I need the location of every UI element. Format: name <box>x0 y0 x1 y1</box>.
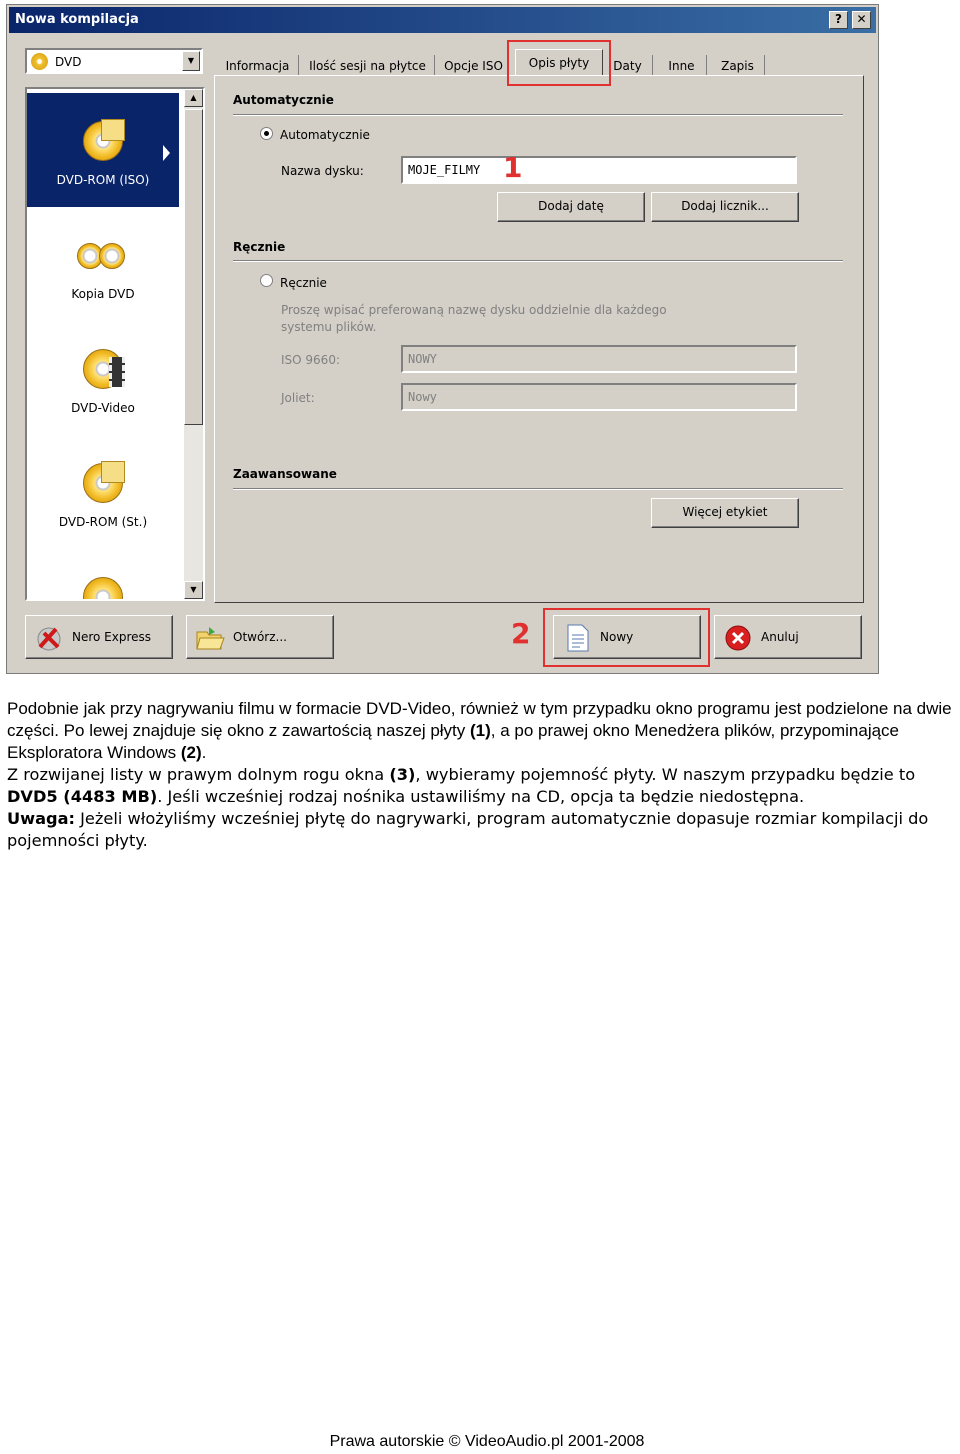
new-label: Nowy <box>600 630 634 644</box>
title-bar <box>9 7 876 33</box>
nero-express-label: Nero Express <box>72 630 152 644</box>
scrollbar[interactable] <box>184 89 203 599</box>
paragraph-2 <box>7 765 915 806</box>
disc-type-value: DVD <box>55 55 82 69</box>
open-button[interactable] <box>186 615 334 659</box>
tab-inne[interactable]: Inne <box>657 55 707 79</box>
add-counter-button[interactable]: Dodaj licznik... <box>651 192 799 222</box>
compilation-type-list <box>25 87 205 601</box>
text-run: . Jeśli wcześniej rodzaj nośnika ustawiliśmy na CD, opcja ta będzie niedostępna. <box>157 787 805 806</box>
tab-opis-plyty[interactable]: Opis płyty <box>515 49 603 81</box>
close-button[interactable]: ✕ <box>852 11 871 29</box>
manual-radio[interactable] <box>260 274 273 287</box>
list-item-dvd-video[interactable] <box>27 321 179 435</box>
help-button[interactable]: ? <box>829 11 848 29</box>
more-labels-button[interactable]: Więcej etykiet <box>651 498 799 528</box>
cancel-icon <box>723 623 753 653</box>
joliet-input[interactable]: Nowy <box>401 383 797 411</box>
annotation-2: 2 <box>511 617 531 650</box>
text-run: , a po prawej okno Menedżera plików, przypominające Eksploratora Windows <box>7 721 900 762</box>
text-run: Podobnie jak przy nagrywaniu filmu w formacie DVD-Video, również w tym przypadku okno programu jest podzielone na dwie części. Po lewej znajduje się okno z zawartością naszej płyty <box>7 699 952 740</box>
text-run: . <box>201 743 207 762</box>
text-run: , wybieramy pojemność płyty. W naszym przypadku będzie to <box>415 765 916 784</box>
tab-zapis[interactable]: Zapis <box>711 55 765 79</box>
cancel-label: Anuluj <box>761 630 799 644</box>
tab-panel <box>214 75 864 603</box>
highlight-new-box <box>543 608 710 667</box>
divider <box>233 114 843 116</box>
disc-icon <box>83 577 123 601</box>
section-title-manual: Ręcznie <box>233 240 286 254</box>
divider <box>233 260 843 262</box>
annotation-1: 1 <box>503 151 523 184</box>
disc-name-input[interactable]: MOJE_FILMY <box>401 156 797 184</box>
scroll-up-icon[interactable]: ▲ <box>184 89 203 107</box>
list-item-label: DVD-ROM (St.) <box>58 515 148 529</box>
bold-note: Uwaga: <box>7 809 76 828</box>
bold-ref: (2) <box>180 743 202 762</box>
window-title: Nowa kompilacja <box>15 12 139 27</box>
arrow-right-icon <box>163 145 170 161</box>
chevron-down-icon[interactable]: ▼ <box>182 51 200 71</box>
divider <box>233 488 843 490</box>
section-title-advanced: Zaawansowane <box>233 467 337 481</box>
nero-window <box>6 4 879 674</box>
manual-radio-label: Ręcznie <box>280 276 327 290</box>
disc-name-label: Nazwa dysku: <box>281 164 364 178</box>
folder-icon <box>101 119 125 141</box>
highlight-tab-box <box>507 40 611 86</box>
paragraph-3 <box>7 809 928 850</box>
list-item-label: DVD-ROM (ISO) <box>56 173 150 187</box>
tab-ilosc-sesji[interactable]: Ilość sesji na płytce <box>301 55 435 79</box>
cancel-button[interactable] <box>714 615 862 659</box>
auto-radio[interactable] <box>260 127 273 140</box>
nero-express-icon <box>34 623 64 653</box>
section-title-auto: Automatycznie <box>233 93 334 107</box>
footer-copyright: Prawa autorskie © VideoAudio.pl 2001-2008 <box>329 1433 645 1450</box>
tab-daty[interactable]: Daty <box>603 55 653 79</box>
disc-type-select[interactable] <box>25 48 203 74</box>
list-item-dvd-rom-iso[interactable] <box>27 93 179 207</box>
text-run: Jeżeli włożyliśmy wcześniej płytę do nagrywarki, program automatycznie dopasuje rozmiar kompilacji do pojemności płyty. <box>7 809 929 850</box>
list-item-partial[interactable] <box>27 549 179 601</box>
list-item-label: DVD-Video <box>71 401 135 415</box>
add-date-button[interactable]: Dodaj datę <box>497 192 645 222</box>
folder-icon <box>101 461 125 483</box>
open-label: Otwórz... <box>233 630 287 644</box>
bold-ref: (1) <box>470 721 491 740</box>
tab-opcje-iso[interactable]: Opcje ISO <box>439 55 509 79</box>
bold-ref: DVD5 (4483 MB) <box>7 787 158 806</box>
iso-input[interactable]: NOWY <box>401 345 797 373</box>
bold-ref: (3) <box>389 765 416 784</box>
film-icon <box>109 357 125 387</box>
disc-icon <box>99 243 125 269</box>
list-item-kopia-dvd[interactable] <box>27 207 179 321</box>
nero-express-button[interactable] <box>25 615 173 659</box>
text-run: Z rozwijanej listy w prawym dolnym rogu okna <box>7 765 390 784</box>
iso-label: ISO 9660: <box>281 353 340 367</box>
manual-hint: Proszę wpisać preferowaną nazwę dysku oddzielnie dla każdego systemu plików. <box>281 303 667 334</box>
scroll-down-icon[interactable]: ▼ <box>184 581 203 599</box>
auto-radio-label: Automatycznie <box>280 128 370 142</box>
tab-informacja[interactable]: Informacja <box>217 55 299 79</box>
dvd-icon <box>31 53 48 70</box>
joliet-label: Joliet: <box>281 391 315 405</box>
list-item-label: Kopia DVD <box>71 287 135 301</box>
folder-open-icon <box>195 623 225 653</box>
scrollbar-thumb[interactable] <box>184 109 203 425</box>
article-text <box>7 698 959 852</box>
paragraph-1 <box>7 699 952 762</box>
list-item-dvd-rom-st[interactable] <box>27 435 179 549</box>
